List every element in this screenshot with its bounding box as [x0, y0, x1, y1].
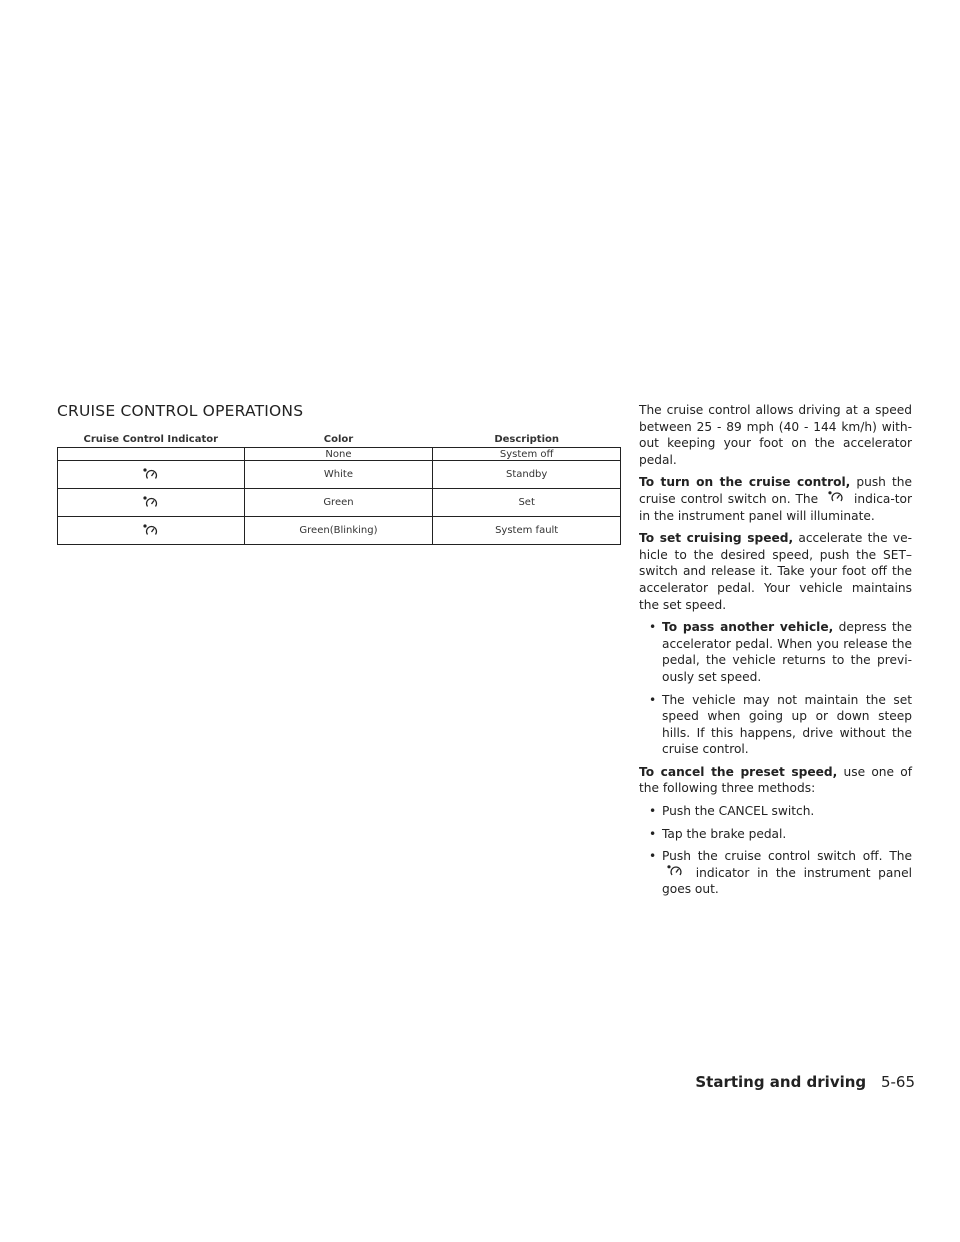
list-item: [639, 692, 912, 758]
header-color: Color: [244, 431, 433, 448]
description-cell: System fault: [433, 517, 621, 545]
bullet-text: The vehicle may not maintain the set speed when going up or down steep hills. If this happens, drive without the cruise control.: [662, 692, 912, 757]
cruise-control-icon: [143, 496, 159, 510]
cruise-control-icon: [143, 468, 159, 482]
cruise-control-icon: [825, 491, 847, 504]
indicator-cell: [58, 489, 245, 517]
indicator-cell: [58, 461, 245, 489]
bullet-text: depress the accelerator pedal. When you release the pedal, the vehicle returns to the previ-ously set speed.: [662, 620, 912, 684]
indicator-cell: [58, 448, 245, 461]
bullet-lead: To pass another vehicle,: [662, 620, 834, 635]
table-row: [58, 517, 621, 545]
description-cell: Set: [433, 489, 621, 517]
turn-on-lead: To turn on the cruise control,: [639, 475, 851, 490]
cruise-control-icon: [664, 865, 686, 878]
indicator-table: [57, 431, 621, 545]
cancel-paragraph: [639, 764, 912, 797]
cancel-last-text-a: Push the cruise control switch off. The: [662, 849, 912, 864]
color-cell: None: [244, 448, 433, 461]
color-cell: Green(Blinking): [244, 517, 433, 545]
turn-on-paragraph: [639, 474, 912, 524]
cancel-last-text-b: indicator in the instrument panel goes out.: [662, 865, 912, 897]
cruise-control-icon: [143, 524, 159, 538]
list-item: [639, 848, 912, 898]
intro-paragraph: The cruise control allows driving at a speed between 25 - 89 mph (40 - 144 km/h) with-out keeping your foot on the accelerator pedal.: [639, 403, 912, 467]
color-cell: White: [244, 461, 433, 489]
cancel-lead: To cancel the preset speed,: [639, 764, 838, 779]
set-speed-text: accelerate the ve-hicle to the desired speed, push the SET– switch and release it. Take your foot off the accelerator pedal. Your vehicle maintains the set speed.: [639, 531, 912, 612]
set-speed-paragraph: [639, 530, 912, 613]
cancel-bullets: [639, 803, 912, 898]
table-row: [58, 489, 621, 517]
body-text-column: [639, 402, 912, 904]
header-description: Description: [433, 431, 621, 448]
table-row: [58, 448, 621, 461]
cancel-text: use one of the following three methods:: [639, 764, 913, 796]
list-item: • Tap the brake pedal.: [639, 826, 912, 843]
table-row: [58, 461, 621, 489]
page-number: 5-65: [880, 1073, 915, 1091]
description-cell: Standby: [433, 461, 621, 489]
indicator-cell: [58, 517, 245, 545]
chapter-title: Starting and driving: [695, 1073, 867, 1091]
section-title: CRUISE CONTROL OPERATIONS: [57, 402, 304, 420]
turn-on-text-a: push the cruise control switch on. The: [639, 475, 912, 506]
list-item: • Push the CANCEL switch.: [639, 803, 912, 820]
turn-on-text-b: indica-tor in the instrument panel will illuminate.: [639, 491, 913, 523]
list-item: [639, 619, 912, 685]
set-speed-lead: To set cruising speed,: [639, 531, 794, 546]
description-cell: System off: [433, 448, 621, 461]
set-speed-bullets: [639, 619, 912, 758]
header-indicator: Cruise Control Indicator: [58, 431, 245, 448]
page-footer: [695, 1073, 915, 1091]
color-cell: Green: [244, 489, 433, 517]
